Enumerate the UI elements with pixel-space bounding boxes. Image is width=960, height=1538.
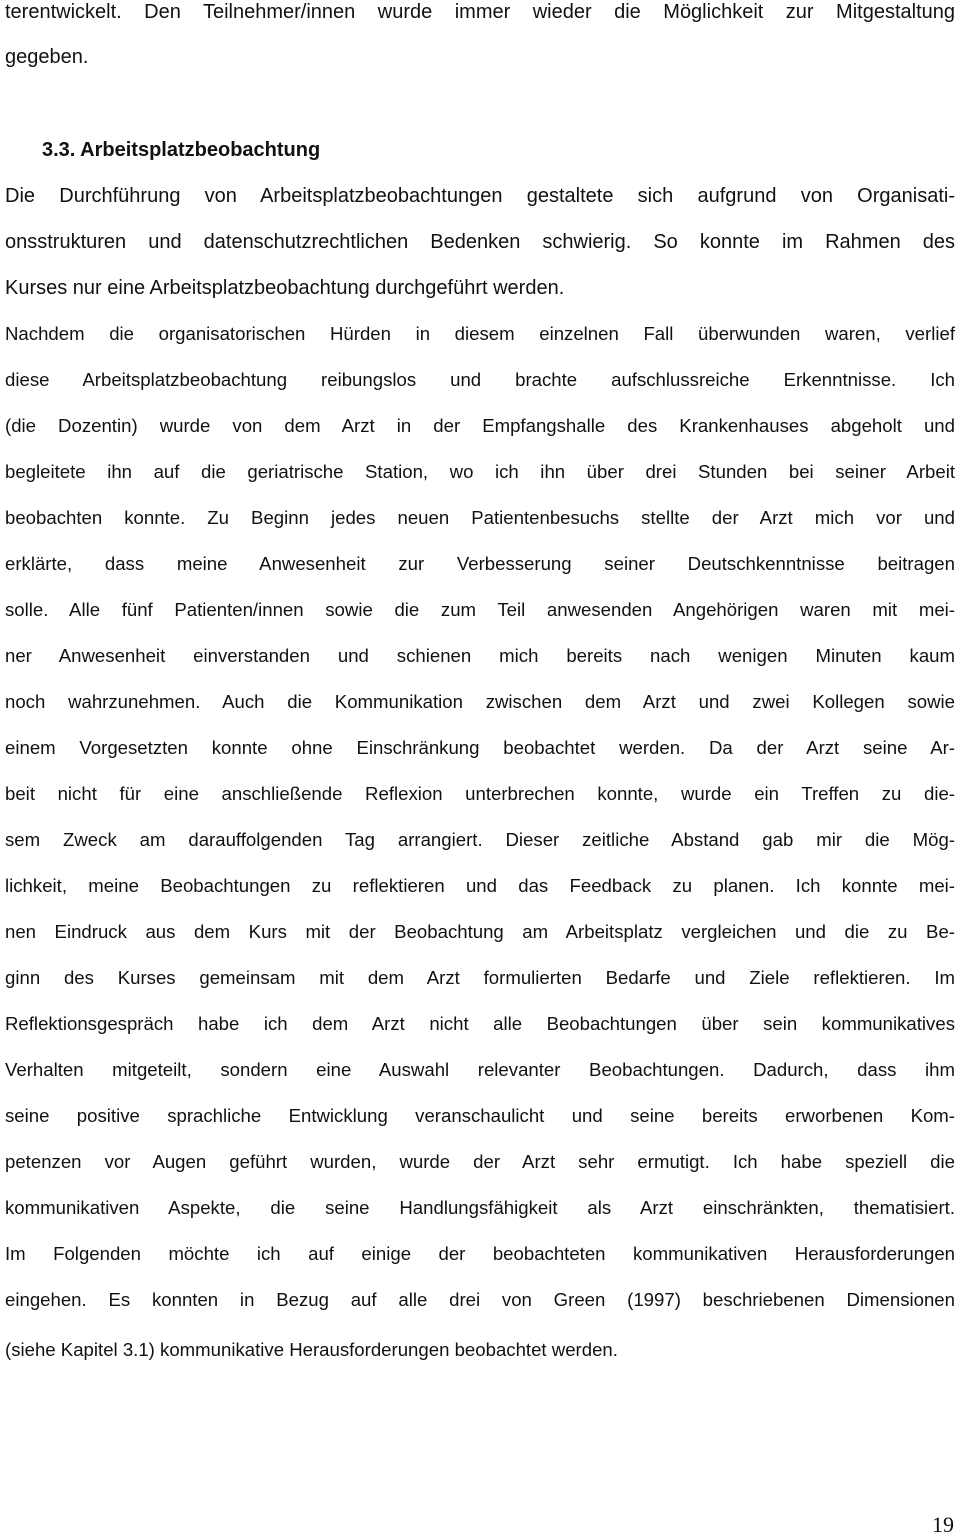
text-line: nen Eindruck aus dem Kurs mit der Beobachtung am Arbeitsplatz vergleichen und die zu Be-	[5, 921, 955, 942]
text-line: Im Folgenden möchte ich auf einige der beobachteten kommunikativen Herausforderungen	[5, 1243, 955, 1264]
text-line: eingehen. Es konnten in Bezug auf alle drei von Green (1997) beschriebenen Dimensionen	[5, 1289, 955, 1310]
text-line: gegeben.	[5, 46, 89, 68]
text-line: beobachten konnte. Zu Beginn jedes neuen Patientenbesuchs stellte der Arzt mich vor und	[5, 507, 955, 528]
text-line: seine positive sprachliche Entwicklung veranschaulicht und seine bereits erworbenen Kom-	[5, 1105, 955, 1126]
text-line: Kurses nur eine Arbeitsplatzbeobachtung durchgeführt werden.	[5, 277, 565, 299]
text-line: ginn des Kurses gemeinsam mit dem Arzt formulierten Bedarfe und Ziele reflektieren. Im	[5, 967, 955, 988]
text-line: begleitete ihn auf die geriatrische Station, wo ich ihn über drei Stunden bei seiner Arbeit	[5, 461, 955, 482]
text-line: ner Anwesenheit einverstanden und schienen mich bereits nach wenigen Minuten kaum	[5, 645, 955, 666]
page-number: 19	[932, 1512, 954, 1537]
text-line: solle. Alle fünf Patienten/innen sowie die zum Teil anwesenden Angehörigen waren mit mei-	[5, 599, 955, 620]
text-line: (die Dozentin) wurde von dem Arzt in der Empfangshalle des Krankenhauses abgeholt und	[5, 415, 955, 436]
text-line: (siehe Kapitel 3.1) kommunikative Herausforderungen beobachtet werden.	[5, 1339, 618, 1360]
text-line: beit nicht für eine anschließende Reflexion unterbrechen konnte, wurde ein Treffen zu die-	[5, 783, 955, 804]
text-line: einem Vorgesetzten konnte ohne Einschränkung beobachtet werden. Da der Arzt seine Ar-	[5, 737, 955, 758]
text-line: lichkeit, meine Beobachtungen zu reflektieren und das Feedback zu planen. Ich konnte mei-	[5, 875, 955, 896]
text-line: kommunikativen Aspekte, die seine Handlungsfähigkeit als Arzt einschränkten, thematisiert.	[5, 1197, 955, 1218]
section-heading: 3.3. Arbeitsplatzbeobachtung	[42, 139, 321, 161]
text-line: noch wahrzunehmen. Auch die Kommunikation zwischen dem Arzt und zwei Kollegen sowie	[5, 691, 955, 712]
text-line: petenzen vor Augen geführt wurden, wurde der Arzt sehr ermutigt. Ich habe speziell die	[5, 1151, 955, 1172]
text-line: terentwickelt. Den Teilnehmer/innen wurde immer wieder die Möglichkeit zur Mitgestaltung	[5, 1, 955, 23]
text-line: sem Zweck am darauffolgenden Tag arrangiert. Dieser zeitliche Abstand gab mir die Mög-	[5, 829, 955, 850]
text-line: Nachdem die organisatorischen Hürden in diesem einzelnen Fall überwunden waren, verlief	[5, 323, 955, 344]
text-line: Verhalten mitgeteilt, sondern eine Auswahl relevanter Beobachtungen. Dadurch, dass ihm	[5, 1059, 955, 1080]
text-line: erklärte, dass meine Anwesenheit zur Verbesserung seiner Deutschkenntnisse beitragen	[5, 553, 955, 574]
text-line: Die Durchführung von Arbeitsplatzbeobachtungen gestaltete sich aufgrund von Organisati-	[5, 185, 955, 207]
text-line: Reflektionsgespräch habe ich dem Arzt nicht alle Beobachtungen über sein kommunikatives	[5, 1013, 955, 1034]
text-line: diese Arbeitsplatzbeobachtung reibungslos und brachte aufschlussreiche Erkenntnisse. Ich	[5, 369, 955, 390]
text-line: onsstrukturen und datenschutzrechtlichen Bedenken schwierig. So konnte im Rahmen des	[5, 231, 955, 253]
